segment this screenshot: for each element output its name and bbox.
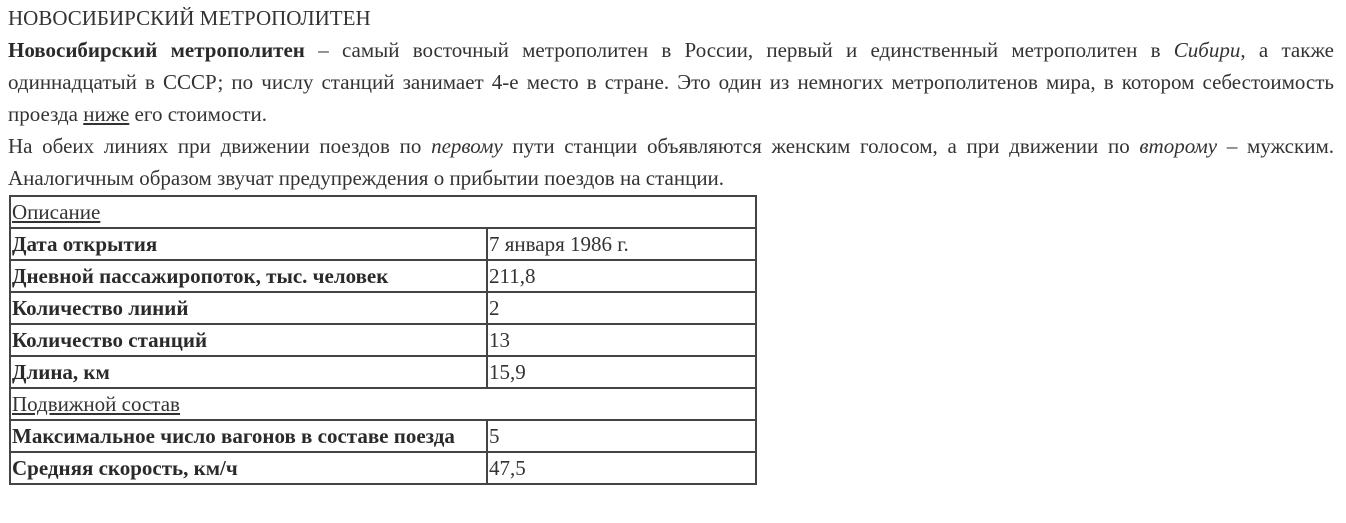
section-row [10, 196, 756, 228]
row-key-line-count: Количество линий [10, 292, 487, 324]
section-description: Описание [10, 196, 756, 228]
row-key-opening-date: Дата открытия [10, 228, 487, 260]
row-value-length: 15,9 [487, 356, 756, 388]
row-value-station-count: 13 [487, 324, 756, 356]
page-title: НОВОСИБИРСКИЙ МЕТРОПОЛИТЕН [8, 6, 371, 30]
announce-text-1: На обеих линиях при движении поездов по [8, 134, 432, 158]
table-row [10, 356, 756, 388]
announce-text-2: пути станции объявляются женским голосом, а при движении по [502, 134, 1140, 158]
row-value-line-count: 2 [487, 292, 756, 324]
table-row [10, 260, 756, 292]
row-key-station-count: Количество станций [10, 324, 487, 356]
table-row [10, 228, 756, 260]
table-row [10, 324, 756, 356]
row-key-max-cars: Максимальное число вагонов в составе поезда [10, 420, 487, 452]
announce-text-3: – мужским. Аналогичным образом звучат предупреждения о прибытии поездов на станции. [8, 134, 1334, 190]
metro-name-bold: Новосибирский метрополитен [8, 38, 305, 62]
announcement-paragraph [8, 130, 1334, 194]
table-row [10, 452, 756, 484]
table-row [10, 420, 756, 452]
table-row [10, 292, 756, 324]
second-track-italic: второму [1139, 134, 1218, 158]
row-key-length: Длина, км [10, 356, 487, 388]
intro-text-2: , а также одиннадцатый в СССР; по числу станций занимает 4-е место в стране. Это один из немногих метрополитенов мира, в котором себестоимость проезда [8, 38, 1334, 126]
section-row [10, 388, 756, 420]
row-value-max-cars: 5 [487, 420, 756, 452]
intro-paragraph [8, 34, 1334, 130]
row-value-opening-date: 7 января 1986 г. [487, 228, 756, 260]
row-key-avg-speed: Средняя скорость, км/ч [10, 452, 487, 484]
metro-info-table [9, 195, 757, 485]
lower-underlined: ниже [83, 102, 130, 126]
row-value-avg-speed: 47,5 [487, 452, 756, 484]
intro-text-1: – самый восточный метрополитен в России, первый и единственный метрополитен в [304, 38, 1174, 62]
section-rolling-stock: Подвижной состав [10, 388, 756, 420]
siberia-italic: Сибири [1173, 38, 1241, 62]
first-track-italic: первому [431, 134, 503, 158]
row-value-daily-ridership: 211,8 [487, 260, 756, 292]
row-key-daily-ridership: Дневной пассажиропоток, тыс. человек [10, 260, 487, 292]
intro-text-3: его стоимости. [129, 102, 267, 126]
